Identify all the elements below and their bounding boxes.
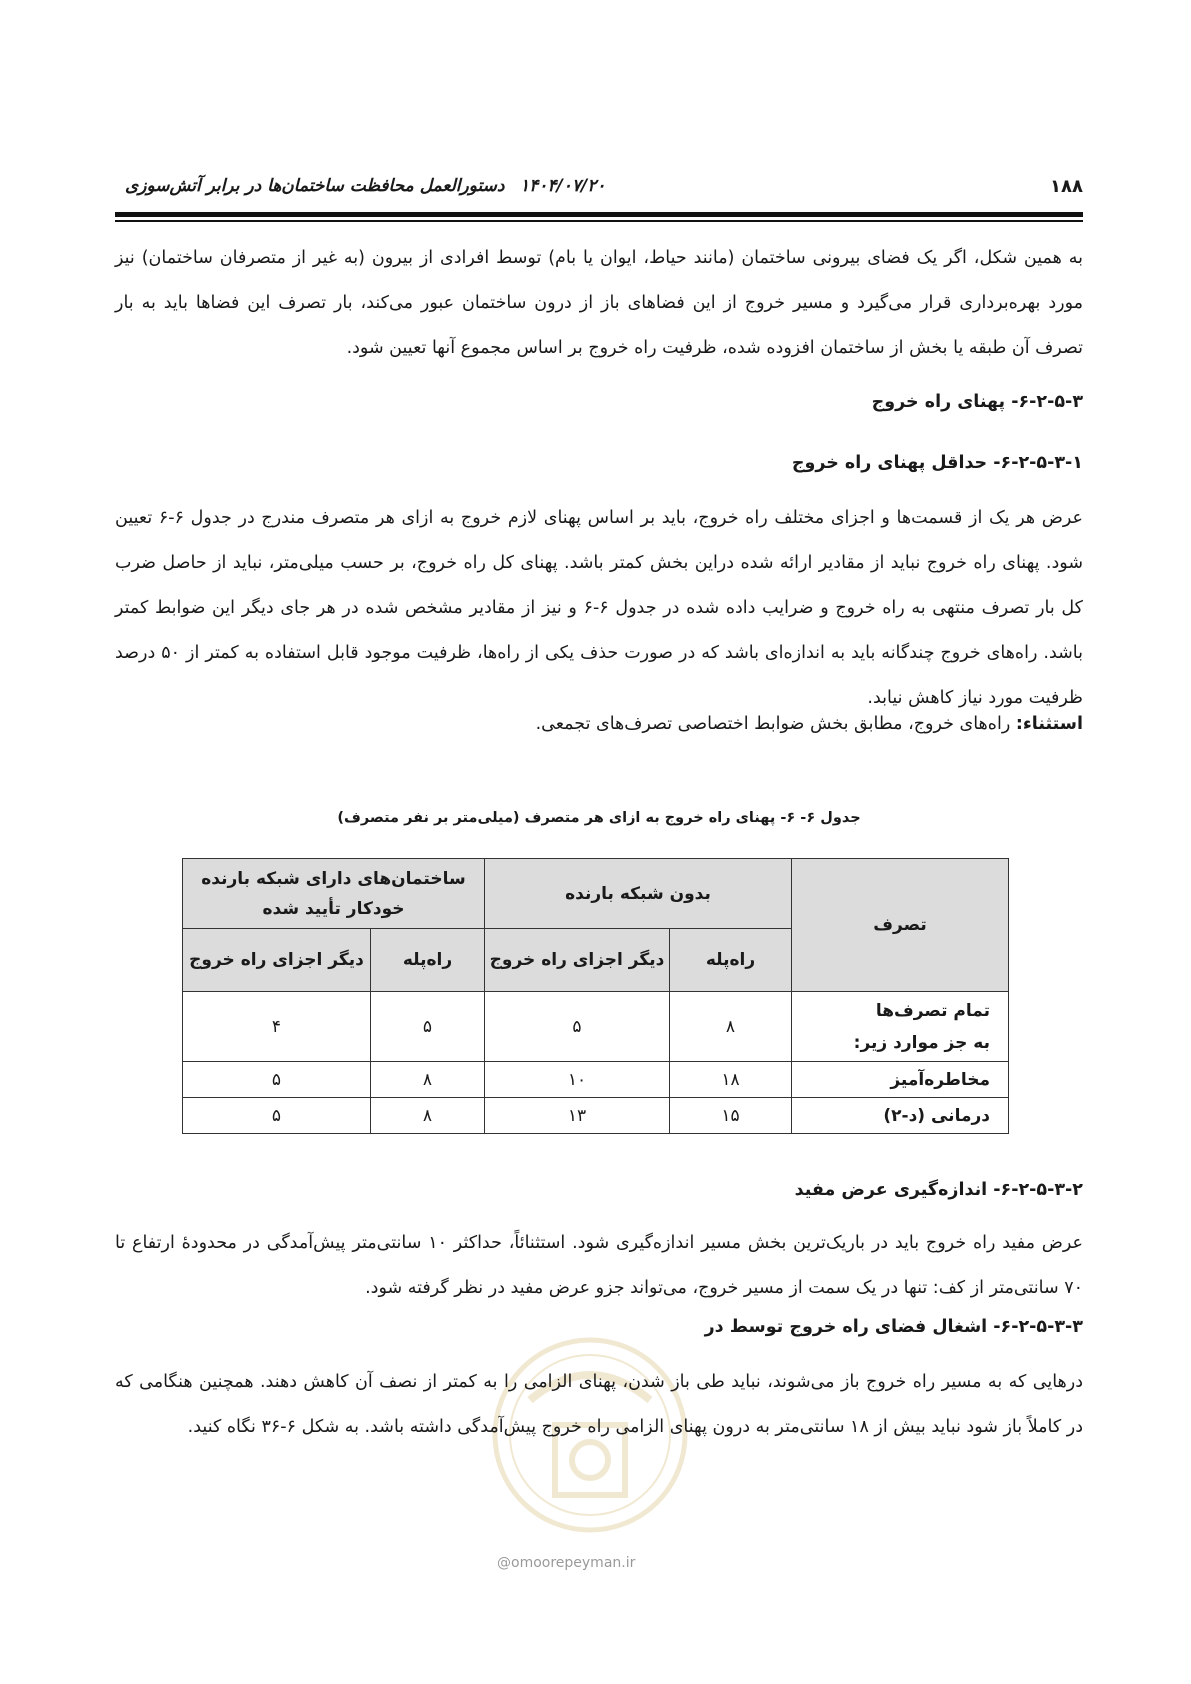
exception-text: راه‌های خروج، مطابق بخش ضوابط اختصاصی تصرف‌های تجمعی. bbox=[535, 714, 1016, 734]
value-cell: ۱۸ bbox=[670, 1062, 792, 1098]
sub-stair-sprinkler: راه‌پله bbox=[371, 929, 485, 992]
table-row bbox=[183, 992, 1009, 1062]
sub-stair-no-sprinkler: راه‌پله bbox=[670, 929, 792, 992]
watermark-text: @omoorepeyman.ir bbox=[497, 1555, 636, 1571]
exception-line bbox=[115, 702, 1083, 747]
page-number: ۱۸۸ bbox=[1050, 176, 1083, 197]
value-cell: ۱۳ bbox=[485, 1098, 670, 1134]
table-row bbox=[183, 1062, 1009, 1098]
value-cell: ۸ bbox=[670, 992, 792, 1062]
section-heading-min-width: ۶-۲-۵-۳-۱- حداقل پهنای راه خروج bbox=[791, 453, 1083, 473]
header-rule-thin bbox=[115, 220, 1083, 222]
value-cell: ۱۰ bbox=[485, 1062, 670, 1098]
useful-width-paragraph: عرض مفید راه خروج باید در باریک‌ترین بخش مسیر اندازه‌گیری شود. استثنائاً، حداکثر ۱۰ سانتی‌متر پیش‌آمدگی در محدودهٔ ارتفاع تا ۷۰ سانتی‌متر از کف: تنها در یک سمت از مسیر خروج، می‌تواند جزو عرض مفید در نظر گرفته شود. bbox=[115, 1233, 1083, 1298]
occupancy-cell: درمانی (د-۲) bbox=[792, 1098, 1009, 1134]
col-occupancy: تصرف bbox=[792, 859, 1009, 992]
header-rule-thick bbox=[115, 212, 1083, 217]
value-cell: ۸ bbox=[371, 1098, 485, 1134]
occupancy-cell: مخاطره‌آمیز bbox=[792, 1062, 1009, 1098]
occupancy-line2: به جز موارد زیر: bbox=[853, 1032, 990, 1053]
table-caption: جدول ۶- ۶- پهنای راه خروج به ازای هر متصرف (میلی‌متر بر نفر متصرف) bbox=[337, 810, 861, 826]
table-row bbox=[183, 1098, 1009, 1134]
value-cell: ۴ bbox=[183, 992, 371, 1062]
value-cell: ۵ bbox=[485, 992, 670, 1062]
section-heading-exit-width: ۶-۲-۵-۳- پهنای راه خروج bbox=[871, 392, 1083, 412]
value-cell: ۵ bbox=[371, 992, 485, 1062]
sub-other-no-sprinkler: دیگر اجزای راه خروج bbox=[485, 929, 670, 992]
sub-other-sprinkler: دیگر اجزای راه خروج bbox=[183, 929, 371, 992]
door-encroachment-paragraph: درهایی که به مسیر راه خروج باز می‌شوند، نباید طی باز شدن، پهنای الزامی را به کمتر از نصف آن کاهش دهند. همچنین هنگامی که در کاملاً باز شود نباید بیش از ۱۸ سانتی‌متر به درون پهنای الزامی راه خروج پیش‌آمدگی داشته باشد. به شکل ۶-۳۶ نگاه کنید. bbox=[115, 1372, 1083, 1437]
section-heading-door-encroachment: ۶-۲-۵-۳-۳- اشغال فضای راه خروج توسط در bbox=[704, 1317, 1083, 1337]
exception-label: استثناء: bbox=[1015, 714, 1083, 734]
value-cell: ۱۵ bbox=[670, 1098, 792, 1134]
exit-width-table bbox=[182, 858, 1009, 1134]
occupancy-cell bbox=[792, 992, 1009, 1062]
group-sprinkler bbox=[183, 859, 485, 929]
group-sprinkler-line1: ساختمان‌های دارای شبکه بارنده bbox=[201, 868, 466, 889]
group-sprinkler-line2: خودکار تأیید شده bbox=[262, 898, 405, 919]
value-cell: ۵ bbox=[183, 1098, 371, 1134]
header-date: ۱۴۰۴/۰۷/۲۰ bbox=[520, 176, 606, 196]
header-title: دستورالعمل محافظت ساختمان‌ها در برابر آتش‌سوزی bbox=[125, 176, 505, 196]
occupancy-line1: تمام تصرف‌ها bbox=[875, 1000, 990, 1021]
value-cell: ۵ bbox=[183, 1062, 371, 1098]
group-no-sprinkler: بدون شبکه بارنده bbox=[485, 859, 792, 929]
intro-paragraph: به همین شکل، اگر یک فضای بیرونی ساختمان (مانند حیاط، ایوان یا بام) توسط افرادی از بیرون (به غیر از متصرفان ساختمان) نیز مورد بهره‌برداری قرار می‌گیرد و مسیر خروج از این فضاهای باز از درون ساختمان عبور می‌کند، بار تصرف این فضاها باید به بار تصرف آن طبقه یا بخش از ساختمان افزوده شده، ظرفیت راه خروج بر اساس مجموع آنها تعیین شود. bbox=[115, 248, 1083, 358]
value-cell: ۸ bbox=[371, 1062, 485, 1098]
min-width-paragraph: عرض هر یک از قسمت‌ها و اجزای مختلف راه خروج، باید بر اساس پهنای لازم خروج به ازای هر متصرف مندرج در جدول ۶-۶ تعیین شود. پهنای راه خروج نباید از مقادیر ارائه شده دراین بخش کمتر باشد. پهنای کل راه خروج، بر حسب میلی‌متر، نباید از حاصل ضرب کل بار تصرف منتهی به راه خروج و ضرایب داده شده در جدول ۶-۶ و نیز از مقادیر مشخص شده در هر جای دیگر این ضوابط کمتر باشد. راه‌های خروج چندگانه باید به اندازه‌ای باشد که در صورت حذف یکی از راه‌ها، ظرفیت موجود قابل استفاده به کمتر از ۵۰ درصد ظرفیت مورد نیاز کاهش نیابد. bbox=[115, 508, 1083, 708]
section-heading-useful-width: ۶-۲-۵-۳-۲- اندازه‌گیری عرض مفید bbox=[794, 1180, 1083, 1200]
